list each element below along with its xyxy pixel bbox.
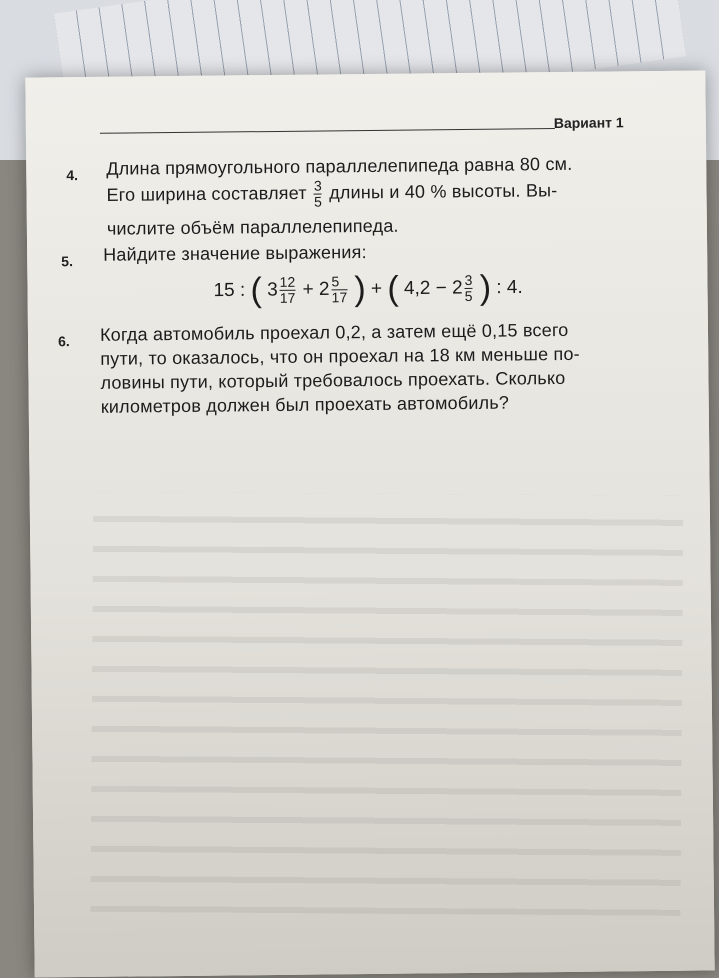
worksheet-page [25,70,714,977]
task-6-number: 6. [57,333,70,350]
task-4-line-3: числите объём параллелепипеда. [106,215,399,239]
task-4-number: 4. [66,167,79,184]
fraction-3-5: $\frac{3}{5}$ [313,177,323,210]
task-5-line-1: Найдите значение выражения: [103,242,367,265]
variant-label: Вариант 1 [553,114,624,132]
task-6-line-1: Когда автомобиль проехал 0,2, а затем ещё 0,15 всего [99,319,569,345]
task-6-line-3: ловины пути, который требовалось проехать. Сколько [100,367,566,393]
task-6-line-2: пути, то оказалось, что он проехал на 18 км меньше по- [100,343,580,369]
task-4-text-b: длины и 40 % высоты. Вы- [329,180,558,203]
task-4-text-a: Его ширина составляет [106,182,307,205]
task-5-number: 5. [61,253,74,270]
header-rule [100,128,555,134]
task-6-line-4: километров должен был проехать автомобиль? [100,392,510,417]
task-5-expression: 15 : ( 3 $\frac{12}{17}$ + 2 $\frac{5}{17}$ ) + ( 4,2 − 2 $\frac{3}{5}$ ) : 4. [213,268,523,310]
task-4-line-1: Длина прямоугольного параллелепипеда равна 80 см. [106,153,573,179]
task-4-line-2 [106,176,557,212]
bleed-through-text [90,492,683,916]
